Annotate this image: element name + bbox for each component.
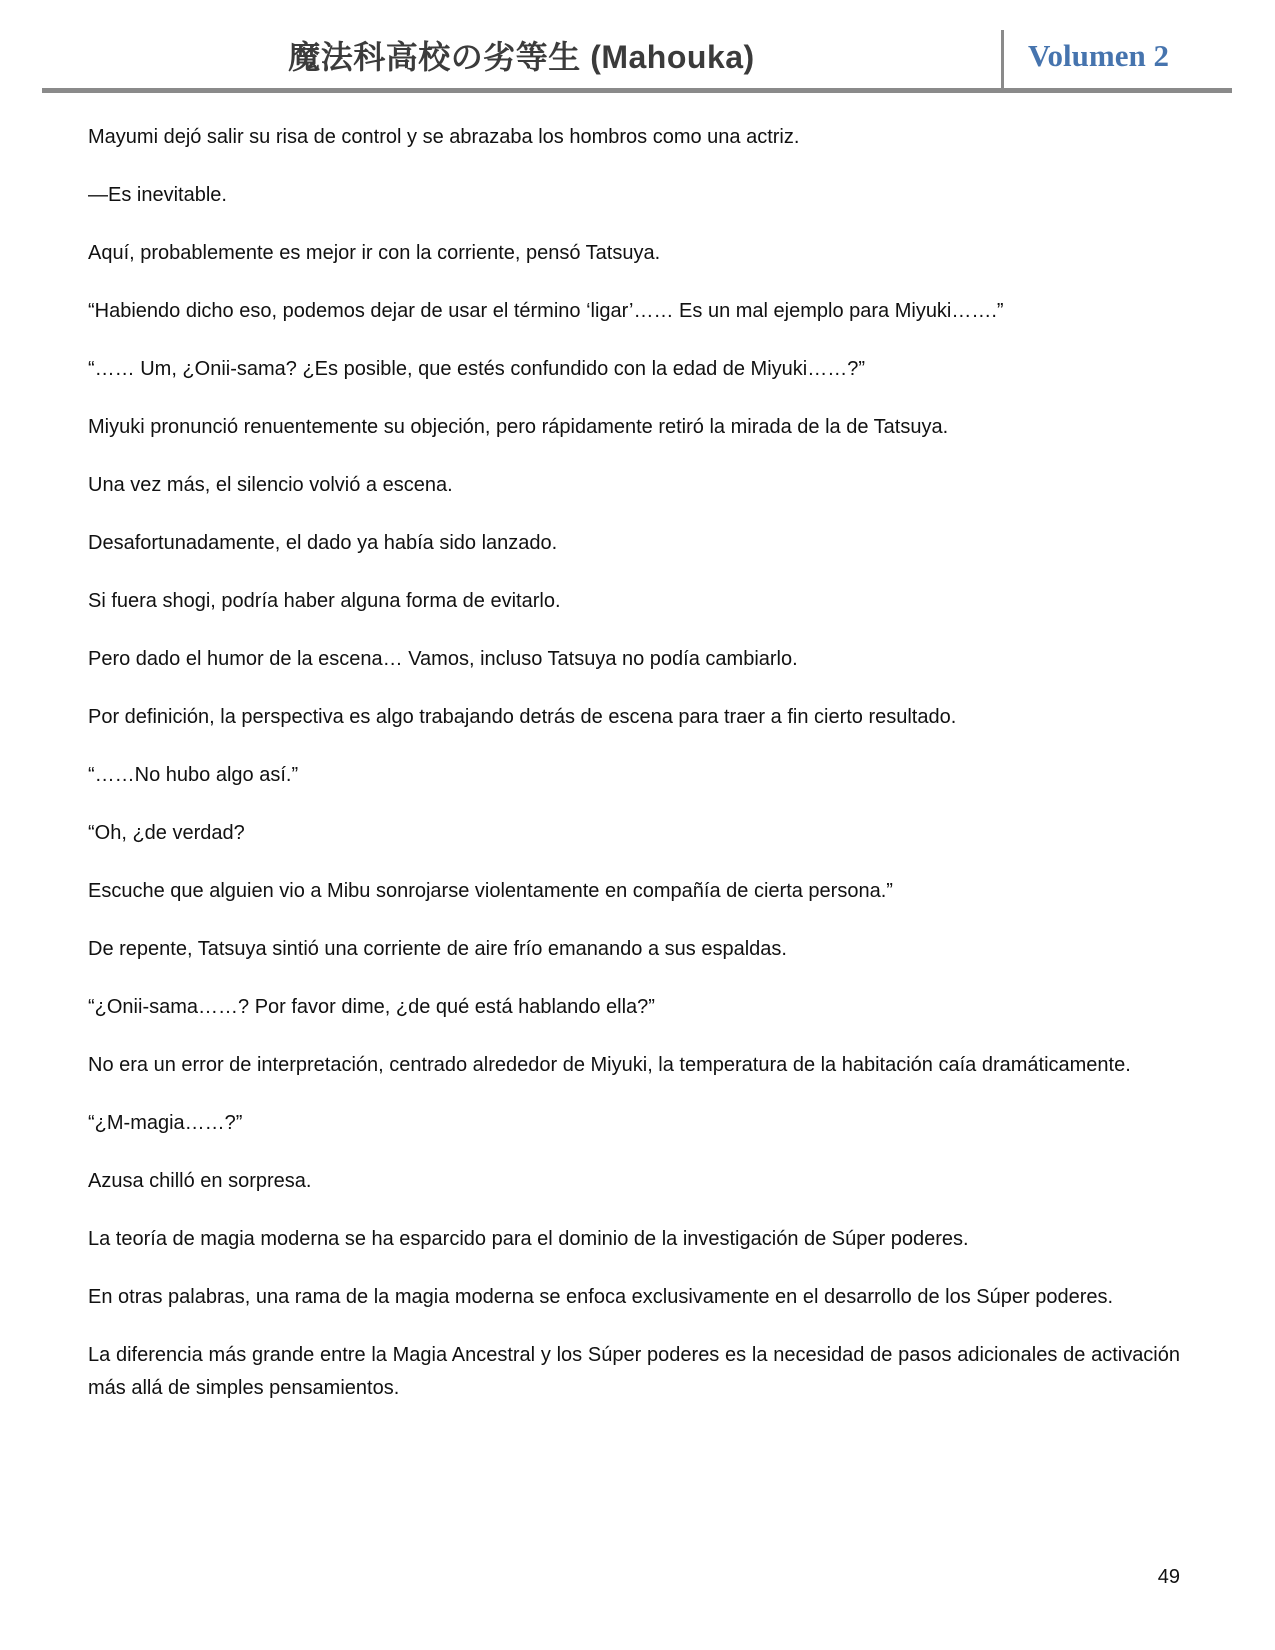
paragraph: No era un error de interpretación, centrado alrededor de Miyuki, la temperatura de la habitación caía dramáticamente. (88, 1054, 1131, 1076)
paragraph: Pero dado el humor de la escena… Vamos, incluso Tatsuya no podía cambiarlo. (88, 648, 798, 670)
document-title: 魔法科高校の劣等生 (Mahouka) (288, 39, 755, 75)
page-header (42, 0, 1232, 93)
paragraph: “…… Um, ¿Onii-sama? ¿Es posible, que estés confundido con la edad de Miyuki……?” (88, 358, 866, 380)
header-volume-cell (1004, 0, 1232, 88)
paragraph: “¿Onii-sama……? Por favor dime, ¿de qué está hablando ella?” (88, 996, 655, 1018)
paragraph: Aquí, probablemente es mejor ir con la corriente, pensó Tatsuya. (88, 242, 661, 264)
header-title-cell (42, 0, 1001, 88)
paragraph: Escuche que alguien vio a Mibu sonrojarse violentamente en compañía de cierta persona.” (88, 880, 893, 902)
paragraph: La teoría de magia moderna se ha esparcido para el dominio de la investigación de Súper poderes. (88, 1228, 969, 1250)
paragraph: Desafortunadamente, el dado ya había sido lanzado. (88, 532, 558, 554)
paragraph: “Oh, ¿de verdad? (88, 822, 245, 844)
paragraph: Una vez más, el silencio volvió a escena. (88, 474, 453, 496)
paragraph: Miyuki pronunció renuentemente su objeción, pero rápidamente retiró la mirada de la de Tatsuya. (88, 416, 949, 438)
page-body (0, 93, 1275, 1405)
paragraph: “¿M-magia……?” (88, 1112, 243, 1134)
paragraph: De repente, Tatsuya sintió una corriente de aire frío emanando a sus espaldas. (88, 938, 787, 960)
volume-label: Volumen 2 (1028, 38, 1169, 73)
paragraph: “……No hubo algo así.” (88, 764, 299, 786)
page-number: 49 (1157, 1566, 1180, 1588)
paragraph: La diferencia más grande entre la Magia Ancestral y los Súper poderes es la necesidad de pasos adicionales de activación más allá de simples pensamientos. (88, 1344, 1180, 1399)
paragraph: Mayumi dejó salir su risa de control y se abrazaba los hombros como una actriz. (88, 126, 800, 148)
paragraph: Si fuera shogi, podría haber alguna forma de evitarlo. (88, 590, 561, 612)
paragraph: —Es inevitable. (88, 184, 227, 206)
paragraph: Azusa chilló en sorpresa. (88, 1170, 312, 1192)
paragraph: En otras palabras, una rama de la magia moderna se enfoca exclusivamente en el desarrollo de los Súper poderes. (88, 1286, 1114, 1308)
paragraph: “Habiendo dicho eso, podemos dejar de usar el término ‘ligar’…… Es un mal ejemplo para Miyuki…….” (88, 300, 1004, 322)
paragraph: Por definición, la perspectiva es algo trabajando detrás de escena para traer a fin cierto resultado. (88, 706, 957, 728)
